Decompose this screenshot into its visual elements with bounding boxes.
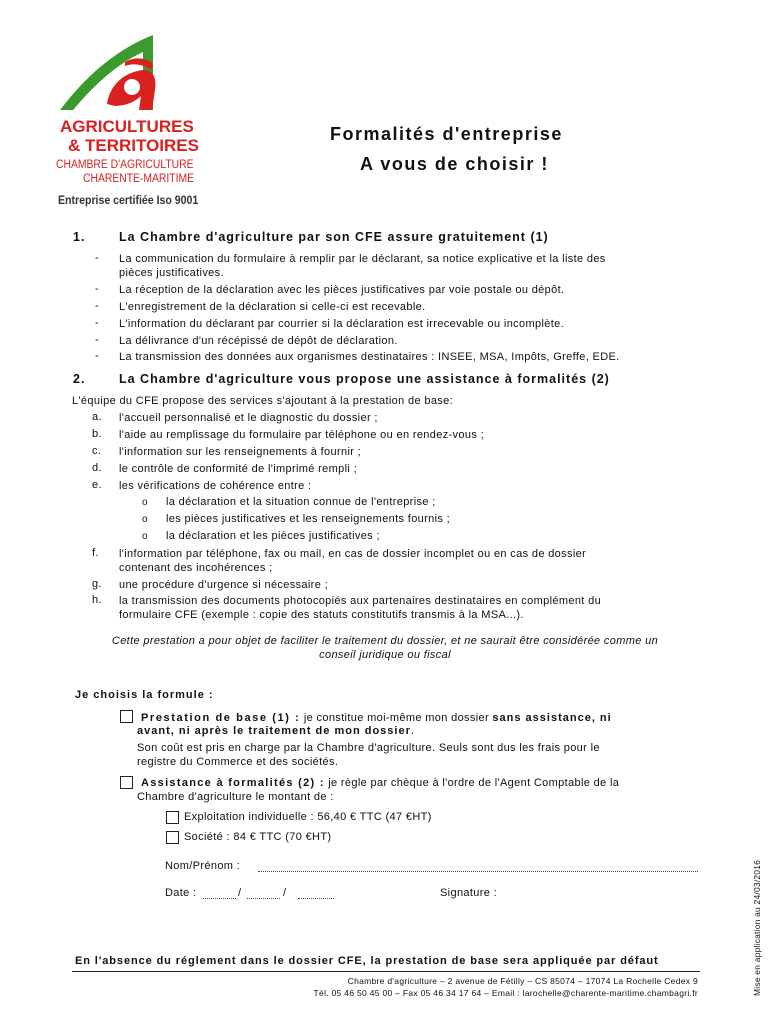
logo-text-chambre: CHAMBRE D'AGRICULTURE <box>56 159 194 171</box>
section2-item-f: l'information par téléphone, fax ou mail, en cas de dossier incomplet ou en cas de dossier <box>119 548 587 560</box>
section1-number: 1. <box>73 230 86 244</box>
choice-heading: Je choisis la formule : <box>75 689 214 701</box>
section2-item-g: une procédure d'urgence si nécessaire ; <box>119 579 328 591</box>
section1-item: La communication du formulaire à remplir par le déclarant, sa notice explicative et la liste des <box>119 253 606 265</box>
section1-item: L'enregistrement de la déclaration si celle-ci est recevable. <box>119 301 426 313</box>
section1-item: L'information du déclarant par courrier si la déclaration est irrecevable ou incomplète. <box>119 318 565 330</box>
option1-cost: Son coût est pris en charge par la Chambre d'agriculture. Seuls sont dus les frais pour le <box>137 742 600 754</box>
item-label: c. <box>92 445 102 457</box>
bullet-dash: - <box>95 350 100 362</box>
option1-cost-cont: registre du Commerce et des sociétés. <box>137 756 339 768</box>
bullet-dash: - <box>95 317 100 329</box>
item-label: f. <box>92 547 99 559</box>
section2-item-d: le contrôle de conformité de l'imprimé rempli ; <box>119 463 358 475</box>
bullet-circle: o <box>142 531 148 542</box>
page-subtitle: A vous de choisir ! <box>360 154 549 174</box>
item-label: d. <box>92 462 102 474</box>
item-label: g. <box>92 578 102 590</box>
option2-individual-label: Exploitation individuelle : 56,40 € TTC (47 €HT) <box>184 811 432 823</box>
section2-item-b: l'aide au remplissage du formulaire par téléphone ou en rendez-vous ; <box>119 429 485 441</box>
item-label: b. <box>92 428 102 440</box>
date-year-field[interactable] <box>298 898 334 899</box>
logo-text-charente: CHARENTE-MARITIME <box>83 173 194 185</box>
footer-contact: Tél. 05 46 50 45 00 – Fax 05 46 34 17 64 – Email : larochelle@charente-maritime.chambagri.fr <box>313 988 698 998</box>
bullet-dash: - <box>95 283 100 295</box>
date-month-field[interactable] <box>247 898 280 899</box>
section1-item: La délivrance d'un récépissé de dépôt de déclaration. <box>119 335 398 347</box>
item-label: a. <box>92 411 102 423</box>
bullet-dash: - <box>95 334 100 346</box>
footer-address: Chambre d'agriculture – 2 avenue de Fétilly – CS 85074 – 17074 La Rochelle Cedex 9 <box>347 976 698 986</box>
note-line2: conseil juridique ou fiscal <box>319 649 451 661</box>
effective-date: Mise en application au 24/03/2016 <box>752 859 762 996</box>
section2-intro: L'équipe du CFE propose des services s'ajoutant à la prestation de base: <box>72 395 454 407</box>
option1-period: . <box>410 725 415 737</box>
option2-line2: Chambre d'agriculture le montant de : <box>137 791 334 803</box>
item-label: e. <box>92 479 102 491</box>
option1-label: Prestation de base (1) : <box>141 712 301 724</box>
section2-number: 2. <box>73 372 86 386</box>
signature-label: Signature : <box>440 887 498 899</box>
note-line1: Cette prestation a pour objet de faciliter le traitement du dossier, et ne saurait être considérée comme un <box>111 635 659 647</box>
section2-subitem: la déclaration et la situation connue de l'entreprise ; <box>166 496 436 508</box>
option1-line2 <box>137 725 414 737</box>
bullet-dash: - <box>95 252 100 264</box>
section1-item: La transmission des données aux organismes destinataires : INSEE, MSA, Impôts, Greffe, EDE. <box>119 351 620 363</box>
option2-checkbox[interactable] <box>120 776 133 789</box>
option2-line1 <box>141 777 619 789</box>
bullet-dash: - <box>95 300 100 312</box>
section2-item-e: les vérifications de cohérence entre : <box>119 480 312 492</box>
section2-item-a: l'accueil personnalisé et le diagnostic du dossier ; <box>119 412 378 424</box>
option1-emphasis: sans assistance, ni <box>492 712 612 724</box>
logo-text-agricultures: AGRICULTURES <box>60 117 194 136</box>
option2-individual-checkbox[interactable] <box>166 811 179 824</box>
section2-subitem: les pièces justificatives et les renseignements fournis ; <box>166 513 451 525</box>
section2-item-f-cont: contenant des incohérences ; <box>119 562 273 574</box>
option1-checkbox[interactable] <box>120 710 133 723</box>
section2-item-h: la transmission des documents photocopiés aux partenaires destinataires en complément du <box>119 595 602 607</box>
item-label: h. <box>92 594 102 606</box>
option1-text: je constitue moi-même mon dossier <box>300 712 493 724</box>
section1-item: La réception de la déclaration avec les pièces justificatives par voie postale ou dépôt. <box>119 284 565 296</box>
option2-company-label: Société : 84 € TTC (70 €HT) <box>184 831 332 843</box>
section1-item-cont: pièces justificatives. <box>119 267 224 279</box>
iso-certification: Entreprise certifiée Iso 9001 <box>58 193 199 207</box>
option2-label: Assistance à formalités (2) : <box>141 777 325 789</box>
bullet-circle: o <box>142 497 148 508</box>
chamber-logo-icon <box>55 32 165 114</box>
date-separator: / <box>283 887 287 899</box>
option2-company-checkbox[interactable] <box>166 831 179 844</box>
date-day-field[interactable] <box>203 898 236 899</box>
name-field[interactable] <box>258 871 698 872</box>
option1-emphasis-cont: avant, ni après le traitement de mon dossier <box>137 725 411 737</box>
section2-item-h-cont: formulaire CFE (exemple : copie des statuts constitutifs transmis à la MSA...). <box>119 609 524 621</box>
section1-heading: La Chambre d'agriculture par son CFE assure gratuitement (1) <box>119 230 549 244</box>
logo-text-territoires: & TERRITOIRES <box>68 136 199 155</box>
name-label: Nom/Prénom : <box>165 860 241 872</box>
date-separator: / <box>238 887 242 899</box>
section2-subitem: la déclaration et les pièces justificatives ; <box>166 530 380 542</box>
footer-divider <box>72 971 700 972</box>
option1-line1 <box>141 711 697 725</box>
section2-item-c: l'information sur les renseignements à fournir ; <box>119 446 362 458</box>
default-notice: En l'absence du réglement dans le dossier CFE, la prestation de base sera appliquée par défaut <box>75 955 659 967</box>
option2-text: je règle par chèque à l'ordre de l'Agent Comptable de la <box>324 777 620 789</box>
bullet-circle: o <box>142 514 148 525</box>
section2-heading: La Chambre d'agriculture vous propose une assistance à formalités (2) <box>119 372 610 386</box>
date-label: Date : <box>165 887 197 899</box>
page-title: Formalités d'entreprise <box>330 124 563 144</box>
